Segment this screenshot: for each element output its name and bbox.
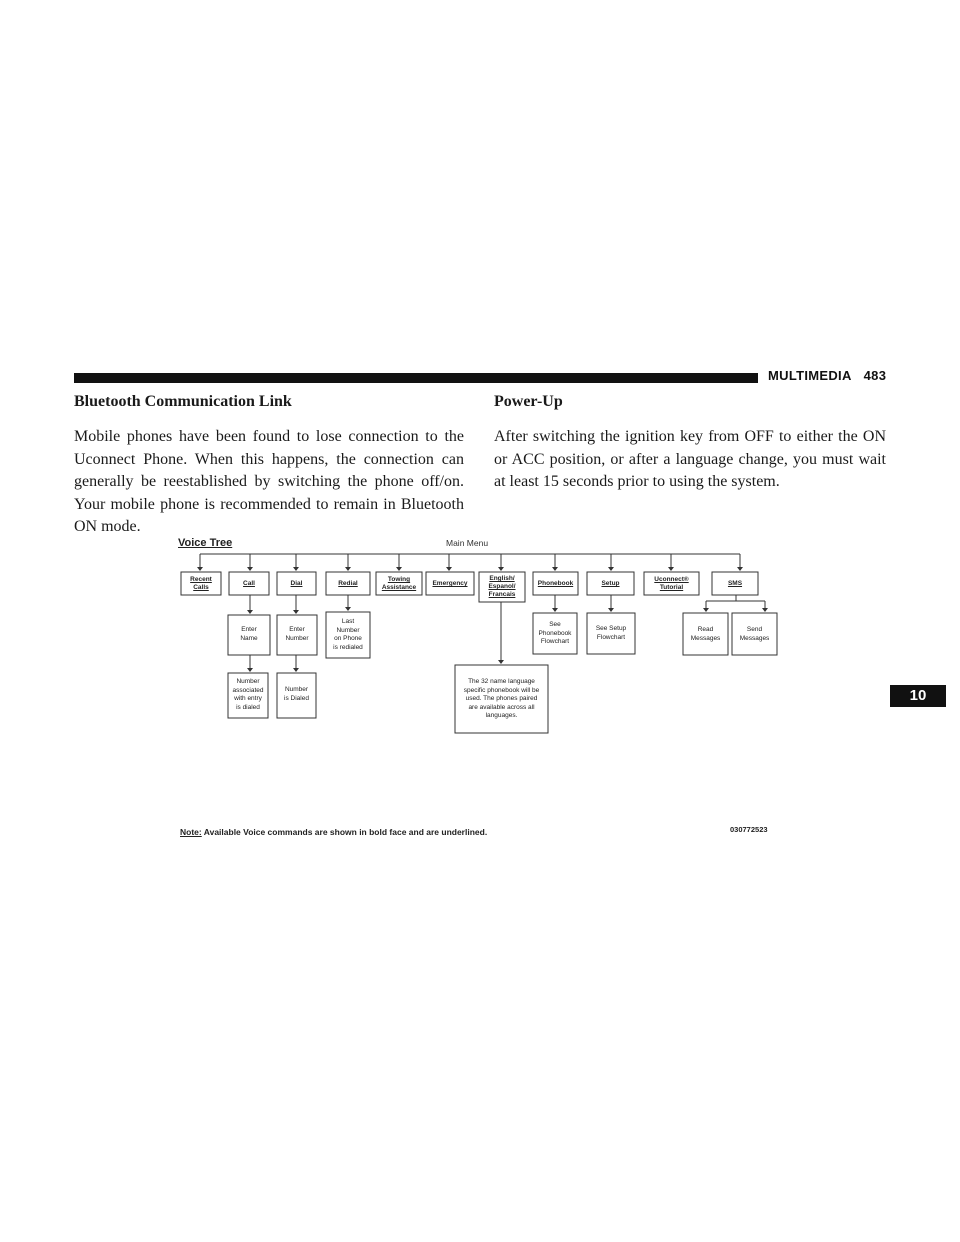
chapter-tab: 10 (890, 685, 946, 707)
node-read-messages: Read Messages (690, 626, 721, 642)
cmd-call: Call (243, 580, 255, 587)
node-language-info: The 32 name language specific phonebook will be used. The phones paired are available across all languages. (463, 678, 540, 719)
cmd-dial: Dial (290, 580, 303, 587)
note-label: Note: (180, 827, 202, 837)
node-see-setup: See Setup Flowchart (595, 625, 627, 641)
node-enter-number: Enter Number (285, 626, 309, 642)
node-enter-name: Enter Name (240, 626, 258, 642)
node-send-messages: Send Messages (739, 626, 770, 642)
cmd-emergency: Emergency (432, 580, 468, 587)
node-see-phonebook: See Phonebook Flowchart (538, 621, 572, 645)
section-heading: Power-Up (494, 393, 563, 410)
section-body: After switching the ignition key from OFF to either the ON or ACC position, or after a language change, you must wait at least 15 seconds prior to using the system. (494, 428, 886, 490)
node-number-dialed: Number is Dialed (284, 686, 309, 702)
cmd-language: English/ Espanol/ Francais (488, 575, 516, 598)
power-up-section (494, 392, 886, 494)
diagram-note (180, 827, 487, 837)
node-number-associated: Number associated with entry is dialed (232, 678, 264, 711)
cmd-setup: Setup (601, 580, 620, 587)
section-body: Mobile phones have been found to lose connection to the Uconnect Phone. When this happens, the connection can generally be reestablished by switching the phone off/on. Your mobile phone is recommended to remain in Bluetooth ON mode. (74, 428, 464, 535)
cmd-towing-assistance: Towing Assistance (381, 576, 417, 591)
bluetooth-section (74, 392, 464, 539)
figure-code: 030772523 (730, 825, 768, 834)
cmd-redial: Redial (338, 580, 358, 587)
section-heading: Bluetooth Communication Link (74, 393, 292, 410)
node-last-number: Last Number on Phone is redialed (333, 618, 363, 651)
running-header (768, 368, 886, 383)
diagram-title: Voice Tree (178, 537, 233, 549)
cmd-uconnect-tutorial: Uconnect® Tutorial (654, 576, 689, 591)
note-text: Available Voice commands are shown in bold face and are underlined. (201, 827, 488, 837)
cmd-phonebook: Phonebook (537, 580, 574, 587)
voice-tree-diagram (170, 530, 790, 840)
cmd-recent-calls: Recent Calls (190, 576, 212, 591)
section-title: MULTIMEDIA (768, 368, 852, 383)
cmd-sms: SMS (727, 580, 743, 587)
page-number: 483 (863, 368, 887, 383)
header-rule (74, 373, 758, 383)
main-menu-label: Main Menu (446, 538, 489, 548)
